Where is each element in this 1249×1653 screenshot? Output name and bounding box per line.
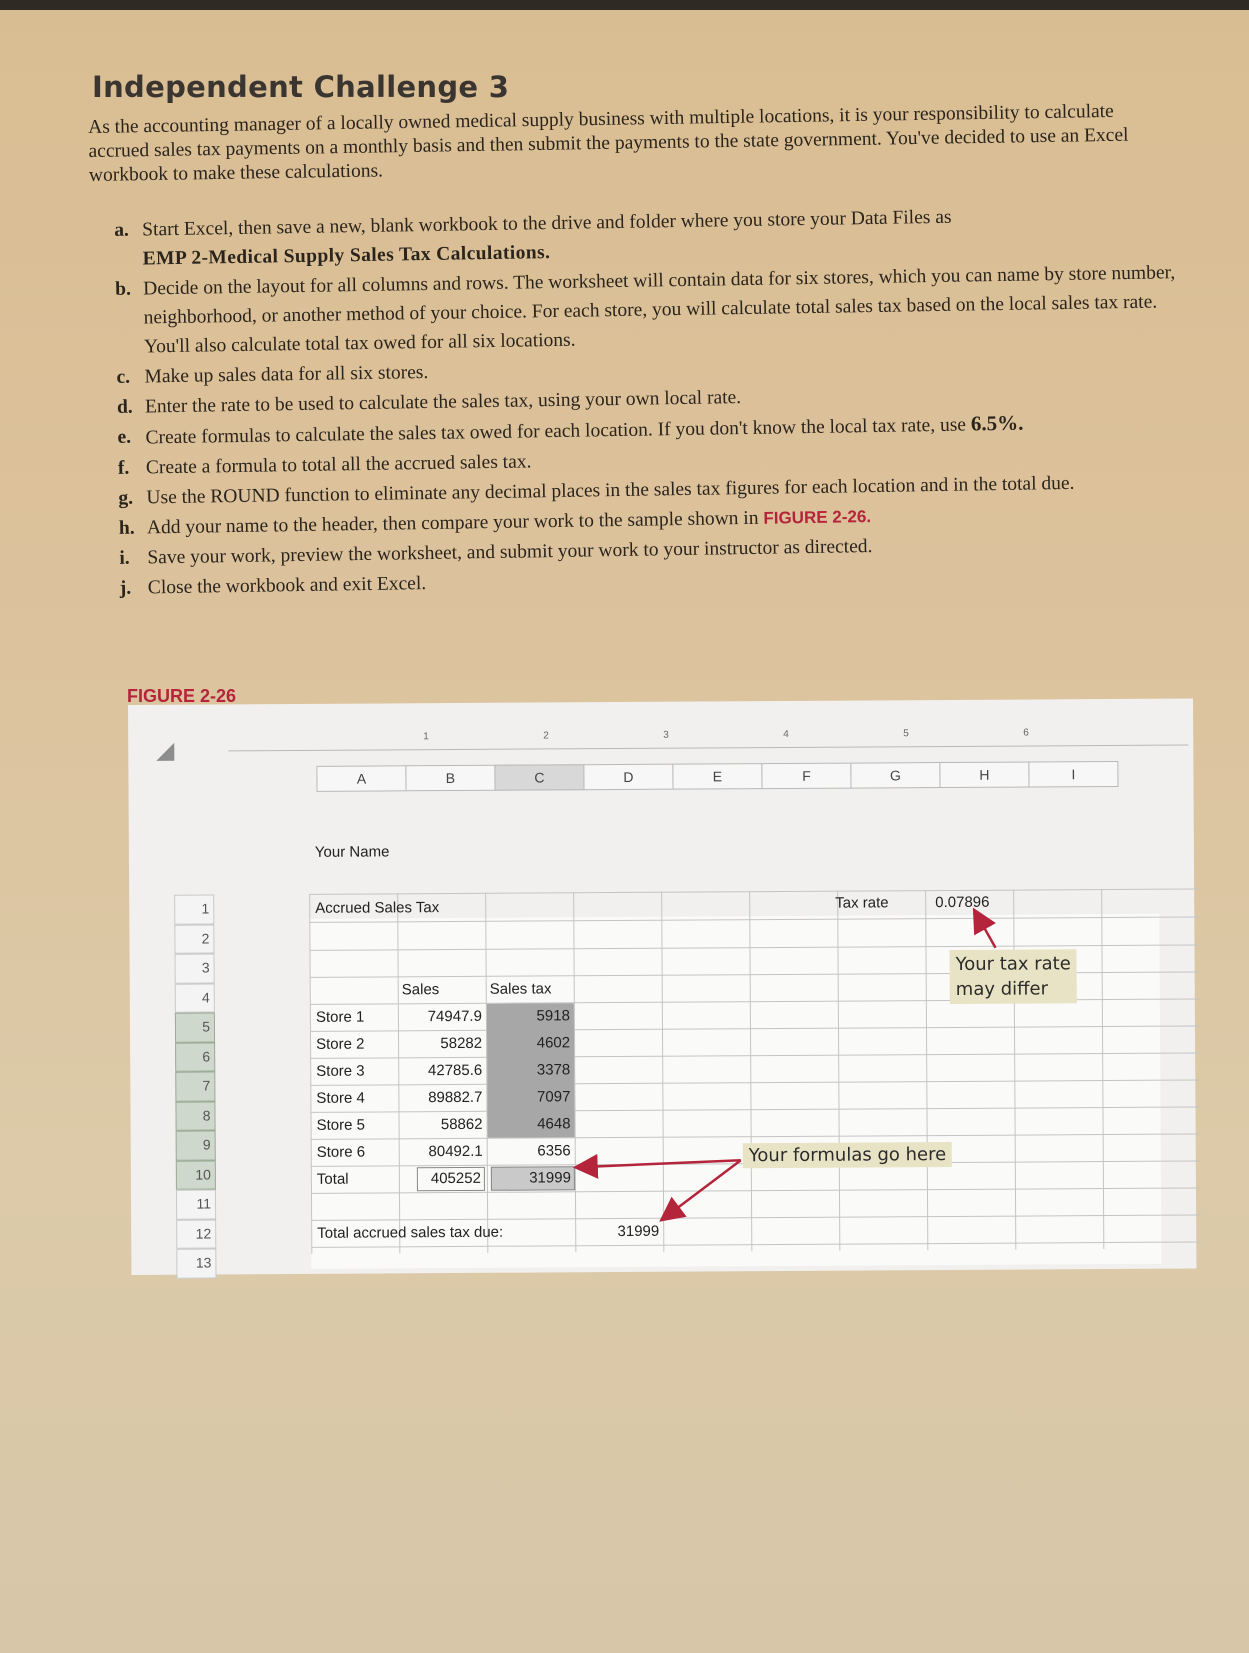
step-h: h. Add your name to the header, then compare your work to the sample shown in FIGURE 2-26.	[118, 507, 872, 539]
row-header[interactable]: 13	[176, 1248, 216, 1278]
row-header[interactable]: 1	[174, 894, 214, 924]
step-i: i. Save your work, preview the worksheet, and submit your work to your instructor as directed.	[119, 536, 873, 569]
intro-paragraph: As the accounting manager of a locally owned medical supply business with multiple locations, it is your responsibility to calculate accrued sales tax payments on a monthly basis and then submit the payments to the state government. You've decided to use an Excel workbook to make these calculations.	[88, 100, 1129, 186]
cell-store-sales[interactable]: 80492.1	[428, 1142, 483, 1161]
cell-tax-rate-label[interactable]: Tax rate	[835, 894, 889, 912]
ruler-number: 1	[423, 731, 429, 743]
cell-store-name[interactable]: Store 5	[316, 1116, 365, 1134]
step-f: f. Create a formula to total all the accrued sales tax.	[117, 451, 532, 479]
step-list	[108, 199, 1184, 604]
header-your-name[interactable]: Your Name	[314, 843, 390, 861]
row-header[interactable]: 11	[176, 1189, 216, 1219]
cell-due-value[interactable]: 31999	[617, 1222, 660, 1241]
cell-tax-rate-value[interactable]: 0.07896	[935, 893, 990, 912]
row-header[interactable]: 5	[175, 1012, 215, 1042]
cell-store-tax[interactable]: 7097	[536, 1088, 571, 1106]
tax-rate-callout: Your tax rate may differ	[950, 949, 1077, 1004]
ruler-number: 4	[783, 728, 789, 740]
cell-store-sales[interactable]: 58862	[440, 1115, 483, 1134]
spreadsheet-figure	[128, 698, 1196, 1274]
row-header[interactable]: 7	[175, 1071, 215, 1101]
cell-store-name[interactable]: Store 4	[316, 1089, 365, 1107]
cell-store-tax[interactable]: 3378	[536, 1061, 571, 1079]
cell-store-tax[interactable]: 4648	[537, 1115, 571, 1133]
rate-arrow	[975, 912, 995, 948]
row-header[interactable]: 10	[176, 1160, 216, 1190]
ruler-number: 3	[663, 729, 669, 741]
column-header-e[interactable]: E	[672, 763, 762, 790]
cell-store-sales[interactable]: 89882.7	[428, 1088, 483, 1107]
page-title: Independent Challenge 3	[92, 70, 510, 104]
cell-due-label[interactable]: Total accrued sales tax due:	[317, 1223, 504, 1242]
due-arrow	[663, 1160, 741, 1218]
cell-store-sales[interactable]: 42785.6	[427, 1061, 483, 1080]
column-header-a[interactable]: A	[316, 765, 406, 792]
cell-store-name[interactable]: Store 1	[315, 1008, 365, 1026]
step-d: d. Enter the rate to be used to calculate the sales tax, using your own local rate.	[116, 387, 742, 418]
cell-total-sales[interactable]: 405252	[430, 1169, 481, 1188]
row-header[interactable]: 9	[176, 1130, 216, 1160]
filename: EMP 2-Medical Supply Sales Tax Calculations.	[142, 242, 551, 270]
page-top-edge	[0, 0, 1249, 10]
cell-total-label[interactable]: Total	[316, 1170, 349, 1188]
cell-title[interactable]: Accrued Sales Tax	[315, 899, 440, 917]
cell-store-tax[interactable]: 5918	[536, 1007, 570, 1025]
cell-store-tax[interactable]: 6356	[537, 1142, 571, 1160]
formulas-callout: Your formulas go here	[743, 1142, 953, 1168]
row-header[interactable]: 3	[175, 953, 215, 983]
column-header-b[interactable]: B	[405, 765, 495, 792]
step-g: g. Use the ROUND function to eliminate any decimal places in the sales tax figures for each location and in the total due.	[118, 472, 1075, 509]
step-a: a. Start Excel, then save a new, blank workbook to the drive and folder where you store your Data Files as EMP 2-Medical Supply Sales Tax Calculations.	[114, 206, 952, 270]
figure-label: FIGURE 2-26	[127, 686, 237, 706]
column-header-c[interactable]: C	[494, 764, 584, 791]
ruler-number: 6	[1023, 727, 1029, 739]
column-header-i[interactable]: I	[1028, 761, 1118, 788]
cell-store-sales[interactable]: 58282	[440, 1034, 483, 1053]
row-header[interactable]: 8	[175, 1101, 215, 1131]
cell-store-name[interactable]: Store 2	[316, 1035, 365, 1053]
cell-total-tax[interactable]: 31999	[529, 1169, 571, 1187]
column-header-f[interactable]: F	[761, 763, 851, 790]
cell-store-name[interactable]: Store 3	[316, 1062, 365, 1080]
row-header[interactable]: 6	[175, 1042, 215, 1072]
step-b: b. Decide on the layout for all columns and rows. The worksheet will contain data for six stores, which you can name by store number, neighborhood, or another method of your choice. For each store, you will calculate total sales tax based on the local sales tax rate. You'll also calculate total tax owed for all six locations.	[114, 262, 1176, 358]
step-j: j. Close the workbook and exit Excel.	[119, 573, 427, 599]
ruler-number: 5	[903, 728, 909, 740]
step-e: e. Create formulas to calculate the sales tax owed for each location. If you don't know the local tax rate, use 6.5%.	[117, 410, 1024, 449]
cell-sales-tax-header[interactable]: Sales tax	[489, 980, 552, 998]
row-header[interactable]: 12	[176, 1219, 216, 1249]
column-header-g[interactable]: G	[850, 762, 940, 789]
row-header[interactable]: 4	[175, 983, 215, 1013]
column-header-d[interactable]: D	[583, 764, 673, 791]
row-header[interactable]: 2	[174, 924, 214, 954]
total-arrow	[578, 1160, 741, 1167]
cell-store-name[interactable]: Store 6	[316, 1143, 366, 1161]
cell-store-tax[interactable]: 4602	[536, 1034, 571, 1052]
step-c: c. Make up sales data for all six stores.	[116, 361, 429, 388]
cell-store-sales[interactable]: 74947.9	[427, 1007, 482, 1026]
callout-arrows	[128, 698, 1196, 1274]
cell-sales-header[interactable]: Sales	[401, 981, 440, 999]
column-header-h[interactable]: H	[939, 761, 1029, 788]
ruler-number: 2	[543, 730, 549, 742]
